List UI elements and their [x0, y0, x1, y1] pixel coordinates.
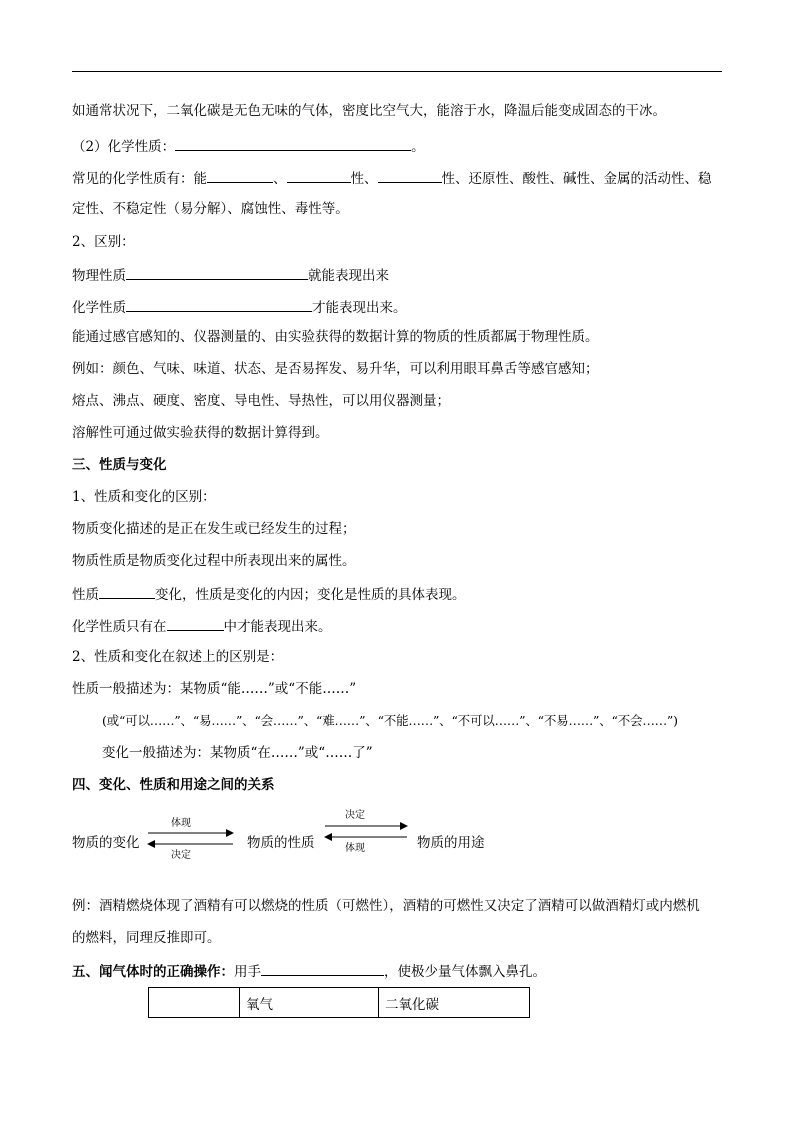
- text: 化学性质只有在: [72, 619, 167, 635]
- text: 化学性质: [72, 300, 126, 316]
- arrow2-top-label: 决定: [345, 810, 365, 821]
- text-line-change-desc: 物质变化描述的是正在发生或已经发生的过程；: [72, 521, 356, 537]
- node-use: 物质的用途: [417, 835, 485, 851]
- table-cell: 氧气: [240, 988, 379, 1018]
- text-line-property-examples: (或“可以……”、“易……”、“会……”、“难……”、“不能……”、“不可以……”、“不易……”、“不会……”): [102, 713, 678, 728]
- text: 用手: [234, 964, 261, 980]
- arrow2-bottom-label: 体现: [345, 843, 365, 854]
- fill-blank[interactable]: [261, 962, 384, 976]
- label: （2）化学性质：: [72, 139, 176, 155]
- text-line-stability: 定性、不稳定性（易分解）、腐蚀性、毒性等。: [72, 201, 349, 217]
- table-cell: [149, 988, 240, 1018]
- text-line-example: 例如：颜色、气味、味道、状态、是否易挥发、易升华，可以利用眼耳鼻舌等感官感知；: [72, 361, 599, 377]
- text-line-co2-physical: 如通常状况下，二氧化碳是无色无味的气体，密度比空气大，能溶于水，降温后能变成固态的干冰。: [72, 103, 666, 119]
- text-line-property-desc: 物质性质是物质变化过程中所表现出来的属性。: [72, 553, 356, 569]
- arrow1-bottom-label: 决定: [171, 850, 191, 861]
- node-change: 物质的变化: [72, 835, 140, 851]
- arrow1-top-label: 体现: [171, 818, 191, 829]
- text: 性质: [72, 587, 99, 603]
- text-line-difference: 2、区别：: [72, 234, 135, 250]
- text: ，使极少量气体飘入鼻孔。: [384, 964, 546, 980]
- section-heading-4: 四、变化、性质和用途之间的关系: [72, 777, 275, 793]
- text: 常见的化学性质有：能: [72, 171, 207, 187]
- text: 物理性质: [72, 268, 126, 284]
- text: 性、还原性、酸性、碱性、金属的活动性、稳: [441, 171, 712, 187]
- comparison-table: [148, 987, 530, 1018]
- node-property: 物质的性质: [247, 835, 315, 851]
- text-line-smell: [72, 962, 546, 980]
- text: 、: [273, 171, 287, 187]
- text: 就能表现出来: [308, 268, 389, 284]
- text-line-sense: 能通过感官感知的、仪器测量的、由实验获得的数据计算的物质的性质都属于物理性质。: [72, 329, 599, 345]
- text-line-measure: 熔点、沸点、硬度、密度、导电性、导热性，可以用仪器测量；: [72, 393, 450, 409]
- text: 才能表现出来。: [312, 300, 407, 316]
- text: 。: [411, 139, 425, 155]
- text-line-property-wording: 性质一般描述为：某物质“能……”或“不能……”: [72, 681, 357, 697]
- text: 变化，性质是变化的内因；变化是性质的具体表现。: [155, 587, 466, 603]
- text-line-solubility: 溶解性可通过做实验获得的数据计算得到。: [72, 425, 329, 441]
- text-line-2: 2、性质和变化在叙述上的区别是：: [72, 649, 284, 665]
- section-heading-3: 三、性质与变化: [72, 457, 167, 473]
- table-cell: 二氧化碳: [379, 988, 530, 1018]
- text-line-change-wording: 变化一般描述为：某物质“在……”或“……了”: [102, 745, 373, 761]
- section-heading-5: 五、闻气体时的正确操作：: [72, 964, 234, 980]
- text: 中才能表现出来。: [223, 619, 332, 635]
- text: 性、: [350, 171, 378, 187]
- text-line-fuel: 的燃料，同理反推即可。: [72, 930, 221, 946]
- text-line-1: 1、性质和变化的区别：: [72, 489, 216, 505]
- text-line-alcohol-example: 例：酒精燃烧体现了酒精有可以燃烧的性质（可燃性），酒精的可燃性又决定了酒精可以做酒精灯或内燃机: [72, 898, 700, 914]
- table-row: [149, 988, 530, 1018]
